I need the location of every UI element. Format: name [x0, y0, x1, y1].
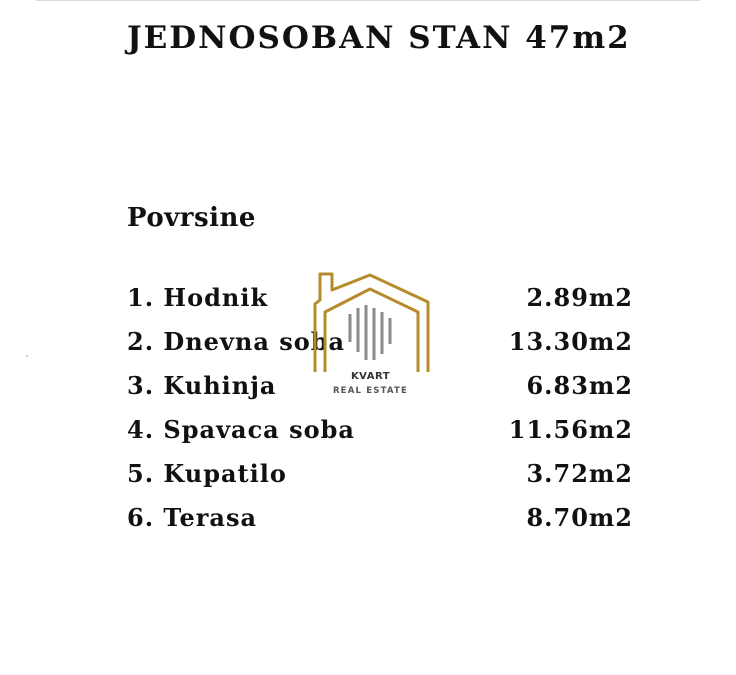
room-area: 13.30m2	[508, 327, 633, 356]
list-item	[127, 371, 633, 415]
room-name: 6. Terasa	[127, 503, 258, 532]
list-item	[127, 415, 633, 459]
room-name: 5. Kupatilo	[127, 459, 287, 488]
room-name: 1. Hodnik	[127, 283, 269, 312]
room-area: 3.72m2	[526, 459, 633, 488]
logo-name: KVART	[350, 371, 391, 382]
logo-tagline: REAL ESTATE	[332, 386, 409, 396]
list-item	[127, 459, 633, 503]
list-item	[127, 283, 633, 327]
page-title: JEDNOSOBAN STAN 47m2	[127, 20, 631, 56]
top-divider	[36, 0, 700, 1]
dust-speck	[26, 355, 28, 357]
section-heading: Povrsine	[127, 203, 256, 233]
room-name: 2. Dnevna soba	[127, 327, 346, 356]
room-area: 11.56m2	[508, 415, 633, 444]
list-item	[127, 327, 633, 371]
room-name: 4. Spavaca soba	[127, 415, 355, 444]
room-areas-list	[127, 283, 633, 547]
room-name: 3. Kuhinja	[127, 371, 277, 400]
room-area: 2.89m2	[526, 283, 633, 312]
room-area: 6.83m2	[526, 371, 633, 400]
room-area: 8.70m2	[526, 503, 633, 532]
list-item	[127, 503, 633, 547]
